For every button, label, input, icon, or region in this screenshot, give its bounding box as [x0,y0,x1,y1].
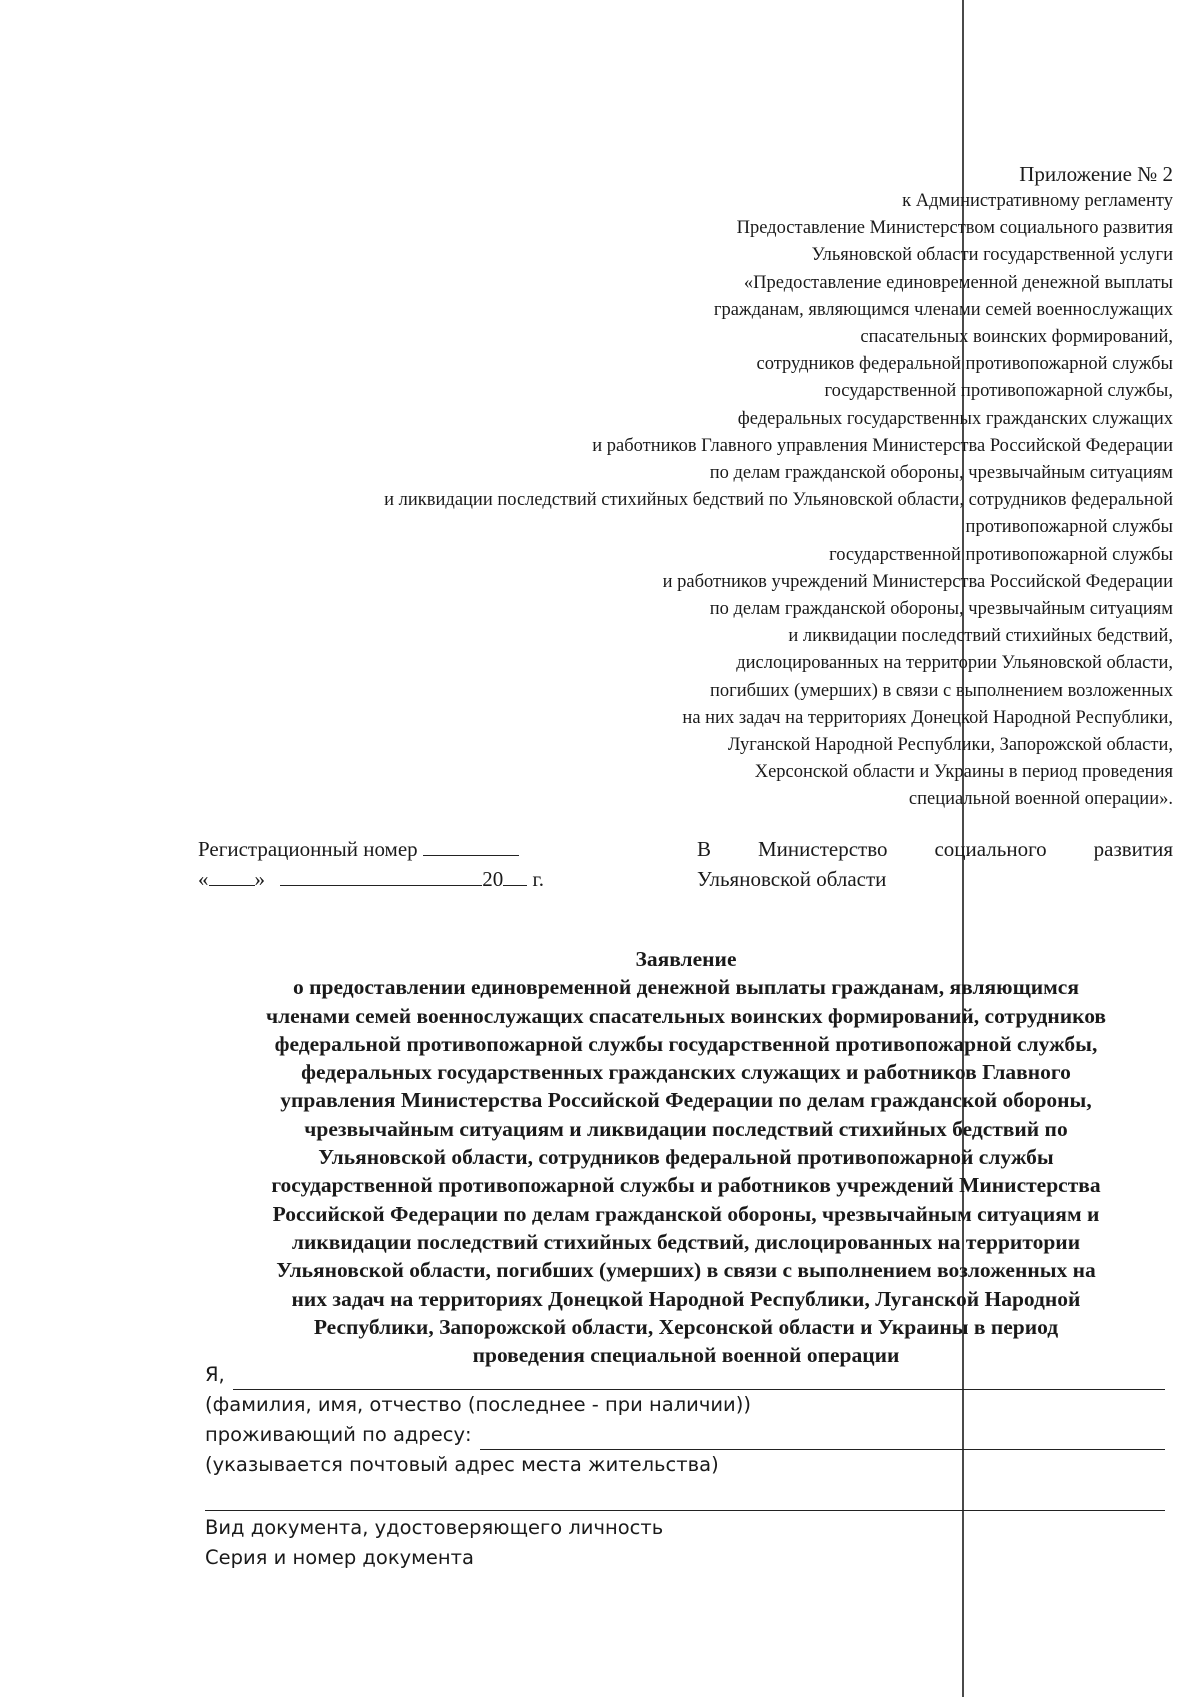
statement-title-line: федеральной противопожарной службы государственной противопожарной службы, [274,1031,1098,1056]
registration-number-field[interactable] [423,835,519,856]
appendix-line: противопожарной службы [965,517,1173,538]
doc-number-label: Серия и номер документа [205,1546,474,1569]
date-month-field[interactable] [280,865,482,886]
appendix-line: гражданам, являющимся членами семей военнослужащих [713,299,1173,320]
address-hint-row [205,1450,1165,1480]
appendix-line: и ликвидации последствий стихийных бедствий по Ульяновской области, сотрудников федеральной [384,490,1173,511]
registration-number-row [198,834,544,864]
appendix-line: и работников учреждений Министерства Российской Федерации [662,571,1173,592]
statement-title-line: Ульяновской области, погибших (умерших) в связи с выполнением возложенных на [276,1258,1096,1283]
statement-title-line: управления Министерства Российской Федерации по делам гражданской обороны, [280,1088,1092,1113]
statement-title [190,945,1182,1369]
address-continuation-field[interactable] [205,1480,1165,1511]
statement-title-line: федеральных государственных гражданских служащих и работников Главного [301,1060,1071,1085]
statement-heading: Заявление [635,947,737,971]
appendix-line: Ульяновской области государственной услуги [811,245,1173,266]
statement-title-line: о предоставлении единовременной денежной выплаты гражданам, являющимся [293,975,1079,1000]
appendix-line: к Административному регламенту [902,191,1173,211]
appendix-line: по делам гражданской обороны, чрезвычайным ситуациям [709,599,1173,620]
appendix-line: специальной военной операции». [908,789,1173,810]
date-year-prefix: 20 [482,867,504,891]
fio-hint-row [205,1390,1165,1420]
appendix-line: и ликвидации последствий стихийных бедствий, [788,626,1173,647]
appendix-header [384,160,1173,814]
doc-number-row [205,1543,1165,1573]
statement-title-line: ликвидации последствий стихийных бедствий, дислоцированных на территории [291,1229,1081,1254]
appendix-line: государственной противопожарной службы [829,544,1173,565]
appendix-line: спасательных воинских формирований, [860,327,1173,348]
statement-title-line: Российской Федерации по делам гражданской обороны, чрезвычайным ситуациям и [272,1201,1100,1226]
appendix-line: по делам гражданской обороны, чрезвычайным ситуациям [709,463,1173,484]
registration-date-row [198,864,544,894]
appendix-line: сотрудников федеральной противопожарной службы [756,354,1173,375]
statement-title-line: государственной противопожарной службы и работников учреждений Министерства [271,1173,1101,1198]
statement-title-line: членами семей военнослужащих спасательных воинских формирований, сотрудников [265,1003,1107,1028]
fio-hint: (фамилия, имя, отчество (последнее - при наличии)) [205,1393,751,1416]
appendix-line: Херсонской области и Украины в период проведения [754,762,1173,783]
appendix-line: Предоставление Министерством социального развития [736,218,1173,239]
address-label: проживающий по адресу: [205,1423,472,1446]
registration-number-label: Регистрационный номер [198,837,418,861]
appendix-line: Приложение № 2 [1019,162,1173,186]
addressee-line-1: В Министерство социального развития [697,837,1173,861]
fio-row [205,1360,1165,1390]
addressee-line-2: Ульяновской области [697,867,887,891]
appendix-line: федеральных государственных гражданских служащих [737,408,1173,429]
fio-field[interactable] [233,1367,1165,1390]
appendix-line: Луганской Народной Республики, Запорожской области, [727,735,1173,756]
appendix-line: на них задач на территориях Донецкой Народной Республики, [682,707,1173,728]
addressee-block [697,834,1173,894]
date-open-quote: « [198,867,209,891]
statement-title-line: Ульяновской области, сотрудников федеральной противопожарной службы [318,1145,1054,1170]
date-day-field[interactable] [209,865,255,886]
date-year-field[interactable] [503,865,527,886]
date-close-quote: » [254,867,265,891]
appendix-line: дислоцированных на территории Ульяновской области, [736,653,1173,674]
doc-type-label: Вид документа, удостоверяющего личность [205,1516,664,1539]
statement-title-line: них задач на территориях Донецкой Народной Республики, Луганской Народной [291,1286,1081,1311]
appendix-line: погибших (умерших) в связи с выполнением возложенных [709,680,1173,701]
address-hint: (указывается почтовый адрес места жительства) [205,1453,719,1476]
address-row [205,1420,1165,1450]
appendix-line: государственной противопожарной службы, [824,381,1173,402]
statement-title-line: Республики, Запорожской области, Херсонской области и Украины в период [313,1314,1059,1339]
address-field[interactable] [480,1427,1165,1450]
i-label: Я, [205,1363,225,1386]
statement-title-line: проведения специальной военной операции [472,1343,900,1368]
registration-block [198,834,544,894]
appendix-line: и работников Главного управления Министерства Российской Федерации [592,435,1173,456]
doc-type-row [205,1513,1165,1543]
date-year-suffix: г. [532,867,544,891]
statement-title-line: чрезвычайным ситуациям и ликвидации последствий стихийных бедствий по [304,1116,1068,1141]
applicant-form [205,1360,1165,1573]
appendix-line: «Предоставление единовременной денежной выплаты [743,272,1173,293]
